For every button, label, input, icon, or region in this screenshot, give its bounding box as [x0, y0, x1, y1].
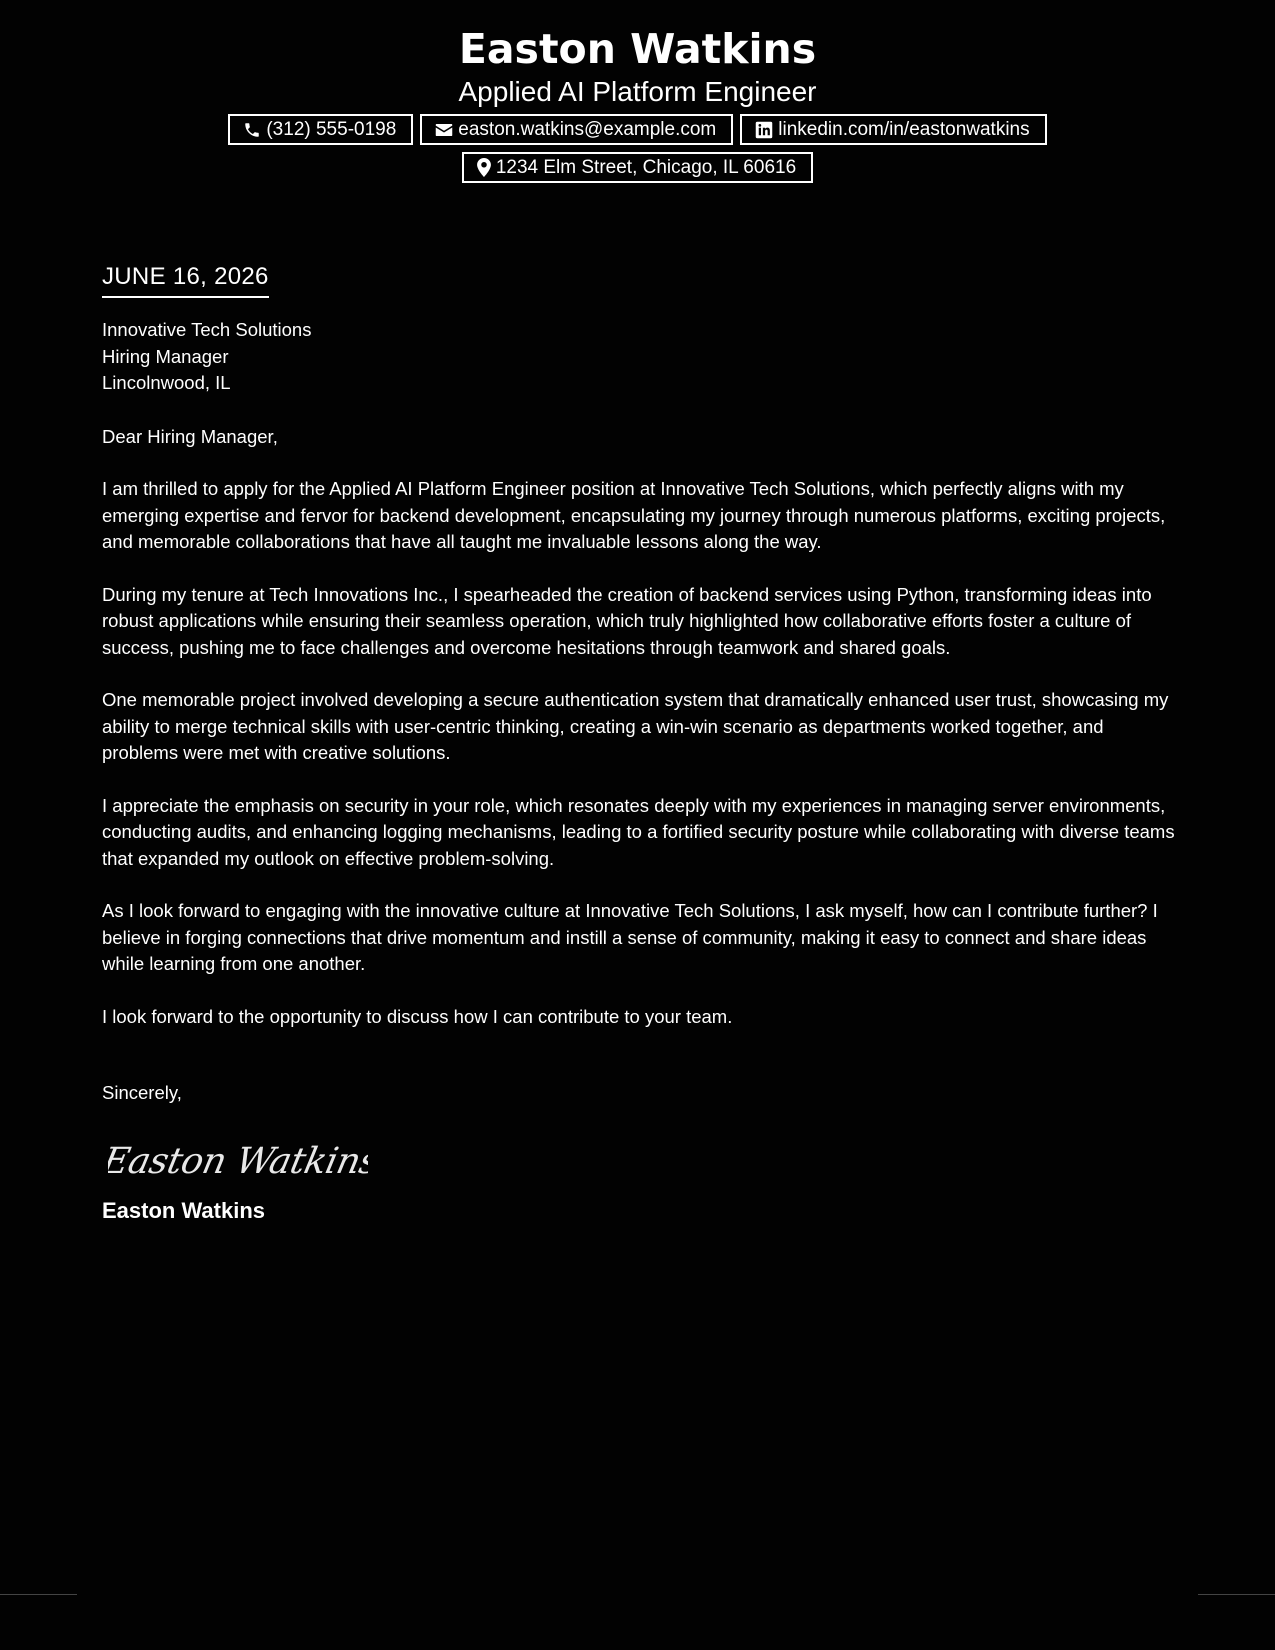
applicant-name: Easton Watkins: [458, 25, 817, 73]
address-text: 1234 Elm Street, Chicago, IL 60616: [495, 156, 797, 178]
closing: Sincerely,: [102, 1082, 182, 1103]
email-text[interactable]: easton.watkins@example.com: [458, 118, 717, 140]
svg-text:Easton Watkins: Easton Watkins: [108, 1138, 368, 1182]
phone-chip: [228, 114, 413, 145]
paragraph-3: One memorable project involved developing a secure authentication system that dramatically enhanced user trust, showcasing my ability to merge technical skills with user-centric thinking, creating a win-win scenario as departments worked together, and problems were met with creative solutions.: [102, 689, 1169, 763]
recipient-company: Innovative Tech Solutions: [102, 319, 312, 340]
footer-rule-right: [1198, 1594, 1275, 1595]
applicant-title: Applied AI Platform Engineer: [458, 76, 817, 107]
contact-row: [0, 114, 1275, 145]
letter-header: [0, 22, 1275, 183]
letter-body: [102, 262, 1182, 1224]
handwritten-signature: [108, 1129, 1182, 1189]
map-pin-icon: [477, 158, 491, 177]
recipient-location: Lincolnwood, IL: [102, 372, 231, 393]
linkedin-icon: [755, 121, 773, 139]
footer-rule-left: [0, 1594, 77, 1595]
linkedin-text[interactable]: linkedin.com/in/eastonwatkins: [778, 118, 1030, 140]
linkedin-chip[interactable]: [740, 114, 1046, 145]
salutation: Dear Hiring Manager,: [102, 425, 278, 447]
signer-name: Easton Watkins: [102, 1197, 265, 1223]
recipient-block: [102, 317, 1182, 397]
email-chip[interactable]: [420, 114, 733, 145]
phone-icon: [243, 121, 261, 139]
paragraph-4: I appreciate the emphasis on security in your role, which resonates deeply with my experiences in managing server environments, conducting audits, and enhancing logging mechanisms, leading to a fortified security posture while collaborating with diverse teams that expanded my outlook on effective problem-solving.: [102, 794, 1175, 869]
envelope-icon: [435, 122, 453, 138]
address-row: [0, 152, 1275, 183]
paragraph-6: I look forward to the opportunity to discuss how I can contribute to your team.: [102, 1005, 733, 1027]
recipient-role: Hiring Manager: [102, 345, 229, 367]
signature-image: [108, 1129, 368, 1189]
paragraph-1: I am thrilled to apply for the Applied AI Platform Engineer position at Innovative Tech Solutions, which perfectly aligns with my emerging expertise and fervor for backend development, encapsulating my journey through numerous platforms, exciting projects, and memorable collaborations that have all taught me invaluable lessons along the way.: [102, 478, 1166, 552]
address-chip: [462, 152, 813, 183]
paragraph-5: As I look forward to engaging with the innovative culture at Innovative Tech Solutions, I ask myself, how can I contribute further? I believe in forging connections that drive momentum and instill a sense of community, making it easy to connect and share ideas while learning from one another.: [102, 900, 1158, 974]
letter-date: JUNE 16, 2026: [102, 262, 269, 298]
phone-text: (312) 555-0198: [266, 118, 397, 140]
paragraph-2: During my tenure at Tech Innovations Inc., I spearheaded the creation of backend services using Python, transforming ideas into robust applications while ensuring their seamless operation, which truly highlighted how collaborative efforts foster a culture of success, pushing me to face challenges and overcome hesitations through teamwork and shared goals.: [102, 583, 1152, 658]
